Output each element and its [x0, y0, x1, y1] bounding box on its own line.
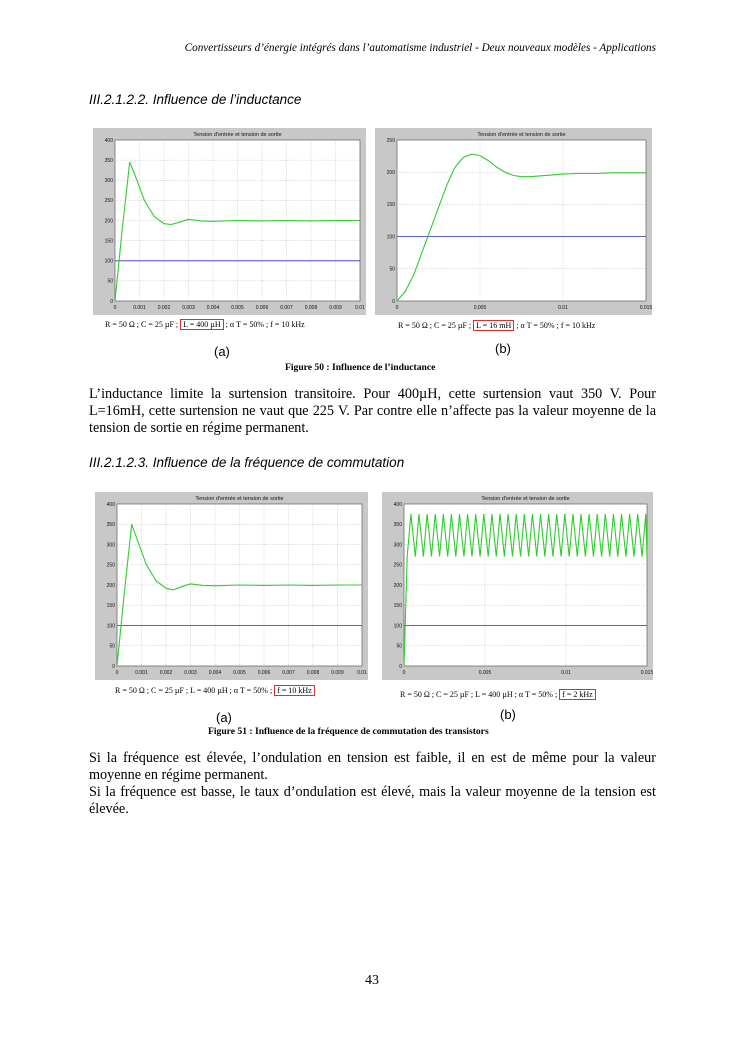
x-tick-label: 0.006: [255, 305, 269, 311]
y-tick-label: 0: [112, 663, 115, 670]
x-tick-label: 0.004: [206, 305, 220, 311]
y-tick-label: 300: [106, 542, 115, 549]
figure-50b-parameters: R = 50 Ω ; C = 25 µF ; L = 16 mH ; α T = 50% ; f = 10 kHz: [398, 321, 596, 330]
y-tick-label: 100: [106, 623, 115, 630]
x-tick-label: 0.005: [231, 305, 244, 311]
x-tick-label: 0.003: [184, 670, 197, 676]
paragraph-frequency-low: Si la fréquence est basse, le taux d’ondulation est élevé, mais la valeur moyenne de la tension est élevée.: [89, 784, 656, 817]
y-tick-label: 50: [396, 643, 402, 650]
y-tick-label: 200: [393, 582, 402, 589]
figure-50a-parameters: R = 50 Ω ; C = 25 µF ; L = 400 µH ; α T = 50% ; f = 10 kHz: [105, 320, 305, 329]
x-tick-label: 0: [115, 670, 119, 676]
y-tick-label: 100: [104, 258, 113, 265]
section-heading-inductance: III.2.1.2.2. Influence de l’inductance: [89, 92, 302, 107]
y-tick-label: 250: [386, 137, 395, 144]
y-tick-label: 350: [106, 522, 115, 529]
figure-51a-label: (a): [216, 710, 232, 725]
paragraph-frequency-high: Si la fréquence est élevée, l’ondulation en tension est faible, il en est de même pour la valeur moyenne en régime permanent.: [89, 750, 656, 783]
x-tick-label: 0.002: [159, 670, 173, 676]
figure-51b-parameters: R = 50 Ω ; C = 25 µF ; L = 400 µH ; α T = 50% ; f = 2 kHz: [400, 690, 596, 699]
figure-50a-plot: [93, 128, 366, 315]
inductance-highlight: L = 16 mH: [473, 320, 514, 331]
figure-51b-label: (b): [500, 707, 516, 722]
chart-title: Tension d'entrée et tension de sortie: [481, 496, 570, 502]
x-tick-label: 0.004: [208, 670, 222, 676]
x-tick-label: 0: [402, 670, 406, 676]
x-tick-label: 0.01: [357, 670, 367, 676]
y-tick-label: 150: [386, 202, 395, 209]
figure-50a-chart: [93, 128, 366, 315]
x-tick-label: 0.002: [157, 305, 171, 311]
inductance-highlight: L = 400 µH: [180, 319, 224, 330]
plot-area: [397, 140, 646, 301]
y-tick-label: 250: [106, 562, 115, 569]
y-tick-label: 100: [393, 623, 402, 630]
x-tick-label: 0.008: [304, 305, 318, 311]
x-tick-label: 0.01: [558, 305, 568, 311]
y-tick-label: 0: [399, 663, 402, 670]
x-tick-label: 0: [113, 305, 117, 311]
page-number: 43: [365, 973, 379, 988]
y-tick-label: 250: [393, 562, 402, 569]
x-tick-label: 0.009: [329, 305, 342, 311]
y-tick-label: 150: [104, 238, 113, 245]
x-tick-label: 0.015: [640, 670, 653, 676]
x-tick-label: 0: [395, 305, 399, 311]
x-tick-label: 0.005: [478, 670, 492, 676]
running-header: Convertisseurs d’énergie intégrés dans l’automatisme industriel - Deux nouveaux modèles - Applications: [184, 42, 656, 54]
x-tick-label: 0.005: [233, 670, 246, 676]
x-tick-label: 0.007: [282, 670, 295, 676]
y-tick-label: 0: [110, 298, 113, 305]
y-tick-label: 0: [392, 298, 395, 305]
y-tick-label: 50: [109, 643, 115, 650]
chart-title: Tension d'entrée et tension de sortie: [193, 132, 282, 138]
chart-title: Tension d'entrée et tension de sortie: [477, 132, 566, 138]
figure-51a-chart: [95, 492, 368, 680]
x-tick-label: 0.01: [355, 305, 365, 311]
x-tick-label: 0.001: [133, 305, 146, 311]
x-tick-label: 0.009: [331, 670, 344, 676]
figure-50a-label: (a): [214, 344, 230, 359]
paragraph-inductance: L’inductance limite la surtension transitoire. Pour 400µH, cette surtension vaut 350 V. Pour L=16mH, cette surtension ne vaut que 225 V. Par contre elle n’affecte pas la valeur moyenne de la tension de sortie en régime permanent.: [89, 386, 656, 436]
x-tick-label: 0.003: [182, 305, 195, 311]
y-tick-label: 150: [106, 603, 115, 610]
x-tick-label: 0.007: [280, 305, 293, 311]
y-tick-label: 250: [104, 198, 113, 205]
x-tick-label: 0.001: [135, 670, 148, 676]
figure-51b-chart: [382, 492, 653, 680]
y-tick-label: 400: [106, 501, 115, 508]
x-tick-label: 0.015: [639, 305, 652, 311]
y-tick-label: 350: [393, 522, 402, 529]
section-heading-frequency: III.2.1.2.3. Influence de la fréquence de commutation: [89, 455, 405, 470]
y-tick-label: 350: [104, 157, 113, 164]
y-tick-label: 200: [104, 218, 113, 225]
y-tick-label: 200: [106, 582, 115, 589]
paragraph-frequency: [89, 750, 656, 818]
figure-51-caption: Figure 51 : Influence de la fréquence de commutation des transistors: [208, 726, 489, 737]
y-tick-label: 200: [386, 170, 395, 176]
y-tick-label: 300: [104, 178, 113, 185]
figure-51a-plot: [95, 492, 368, 680]
y-tick-label: 100: [386, 234, 395, 241]
y-tick-label: 50: [107, 278, 113, 285]
figure-50b-chart: [375, 128, 652, 315]
y-tick-label: 50: [389, 266, 395, 273]
x-tick-label: 0.01: [561, 670, 571, 676]
y-tick-label: 150: [393, 603, 402, 610]
y-tick-label: 400: [104, 137, 113, 144]
x-tick-label: 0.008: [306, 670, 320, 676]
y-tick-label: 300: [393, 542, 402, 549]
figure-51b-plot: [382, 492, 653, 680]
figure-50b-label: (b): [495, 341, 511, 356]
chart-title: Tension d'entrée et tension de sortie: [195, 496, 284, 502]
x-tick-label: 0.005: [473, 305, 487, 311]
figure-50b-plot: [375, 128, 652, 315]
frequency-highlight: f = 2 kHz: [559, 689, 596, 700]
frequency-highlight: f = 10 kHz: [274, 685, 315, 696]
y-tick-label: 400: [393, 501, 402, 508]
x-tick-label: 0.006: [257, 670, 271, 676]
figure-51a-parameters: R = 50 Ω ; C = 25 µF ; L = 400 µH ; α T = 50% ; f = 10 kHz: [115, 686, 315, 695]
figure-50-caption: Figure 50 : Influence de l’inductance: [285, 362, 436, 373]
